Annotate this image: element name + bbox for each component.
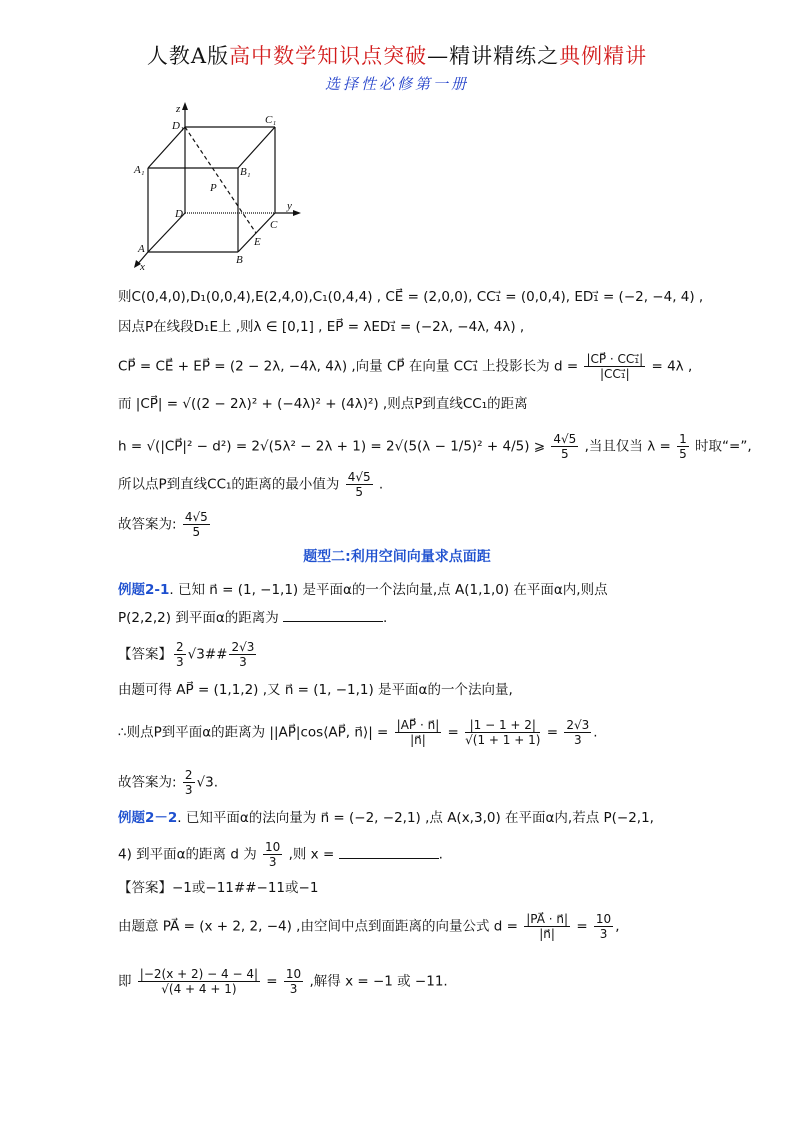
example22-distance-den: 3 bbox=[268, 855, 277, 869]
example21-text2-end: . bbox=[383, 610, 388, 626]
example21-sol2-end: . bbox=[593, 724, 598, 741]
solution1-line5d: 时取“=”, bbox=[695, 438, 752, 455]
example21-text2: P(2,2,2) 到平面α的距离为 bbox=[118, 610, 279, 626]
example21-answer-a-tail: √3## bbox=[187, 646, 228, 663]
example22-line2 bbox=[118, 840, 443, 869]
label-E: E bbox=[254, 236, 261, 248]
solution1-line3b: = 4λ , bbox=[651, 358, 693, 375]
example22-distance-fraction bbox=[263, 840, 282, 869]
example21-final-fraction bbox=[183, 768, 195, 797]
example21-frac2-num: |1 − 1 + 2| bbox=[465, 718, 540, 733]
example22-eq-value-num: 10 bbox=[285, 967, 302, 981]
example22-sol1-end: , bbox=[615, 918, 620, 935]
example22-eq-den: √(4 + 4 + 1) bbox=[161, 982, 237, 996]
example21-answer-frac-a bbox=[174, 640, 186, 669]
label-D: D bbox=[175, 208, 183, 220]
label-A1: A₁ bbox=[134, 164, 145, 176]
example21-frac3-den: 3 bbox=[573, 733, 582, 747]
solution1-line5a: h = √(|CP⃗|² − d²) = 2√(5λ² − 2λ + 1) = 2√(5(λ − 1/5)² + 4/5) ⩾ bbox=[118, 438, 546, 455]
example21-sol2a: ∴则点P到平面α的距离为 ||AP⃗|cos⟨AP⃗, n⃗⟩| = bbox=[118, 724, 389, 741]
lambda-denominator: 5 bbox=[679, 447, 687, 461]
lambda-fraction bbox=[677, 432, 689, 461]
solution1-answer-fraction bbox=[183, 510, 210, 539]
label-y: y bbox=[287, 200, 292, 212]
result-fraction bbox=[346, 470, 373, 499]
min-denominator: 5 bbox=[561, 447, 569, 461]
header-title-part2: 高中数学知识点突破 bbox=[229, 44, 428, 68]
result-denominator: 5 bbox=[355, 485, 363, 499]
solution1-line2: 因点P在线段D₁E上 ,则λ ∈ [0,1] , EP⃗ = λED₁⃗ = (−2λ, −4λ, 4λ) , bbox=[118, 319, 525, 335]
example21-frac3-num: 2√3 bbox=[566, 718, 590, 732]
example21-answer-a-den: 3 bbox=[176, 655, 184, 669]
solution1-line5 bbox=[118, 432, 752, 461]
example22-sol1 bbox=[118, 912, 620, 941]
example22-value-fraction bbox=[594, 912, 613, 941]
example21-answer-b-num: 2√3 bbox=[231, 640, 255, 654]
projection-numerator: |CP⃗ · CC₁⃗| bbox=[586, 352, 644, 366]
solution1-line4: 而 |CP⃗| = √((2 − 2λ)² + (−4λ)² + (4λ)²) ,则点P到直线CC₁的距离 bbox=[118, 396, 528, 412]
example21-frac2 bbox=[465, 718, 540, 747]
label-x: x bbox=[140, 261, 145, 273]
example21-frac1-den: |n⃗| bbox=[410, 733, 426, 747]
header-title-part1: 人教A版 bbox=[146, 44, 230, 68]
result-numerator: 4√5 bbox=[347, 470, 371, 484]
example21-frac3 bbox=[564, 718, 591, 747]
cube-figure bbox=[120, 100, 310, 280]
example21-answer-frac-b bbox=[229, 640, 256, 669]
example22-text1: . 已知平面α的法向量为 n⃗ = (−2, −2,1) ,点 A(x,3,0) 在平面α内,若点 P(−2,1, bbox=[177, 810, 654, 826]
projection-fraction bbox=[584, 352, 645, 381]
solution1-line6b: . bbox=[378, 476, 384, 493]
solution1-line6a: 所以点P到直线CC₁的距离的最小值为 bbox=[118, 476, 340, 493]
example21-sol1: 由题可得 AP⃗ = (1,1,2) ,又 n⃗ = (1, −1,1) 是平面α的一个法向量, bbox=[118, 682, 513, 698]
example22-eq-num: |−2(x + 2) − 4 − 4| bbox=[139, 967, 258, 981]
page-header bbox=[0, 40, 794, 70]
z-axis-arrow bbox=[182, 102, 188, 110]
min-numerator: 4√5 bbox=[553, 432, 577, 446]
example21-answer bbox=[118, 640, 258, 669]
lambda-numerator: 1 bbox=[679, 432, 687, 446]
solution1-answer bbox=[118, 510, 212, 539]
example22-distance-num: 10 bbox=[265, 840, 281, 854]
section-title: 题型二:利用空间向量求点面距 bbox=[303, 549, 491, 565]
min-fraction bbox=[551, 432, 578, 461]
header-title-part4: 典例精讲 bbox=[559, 44, 648, 68]
segment-D1-E bbox=[185, 127, 256, 233]
example21-eq1: = bbox=[447, 724, 459, 741]
example22-answer: 【答案】−1或−11##−11或−1 bbox=[118, 880, 319, 896]
example21-eq2: = bbox=[546, 724, 559, 741]
example21-frac1-num: |AP⃗ · n⃗| bbox=[396, 718, 440, 732]
example21-line2 bbox=[118, 608, 387, 628]
label-P: P bbox=[210, 182, 217, 194]
example21-frac2-den: √(1 + 1 + 1) bbox=[465, 733, 541, 747]
example22-text2-end: . bbox=[438, 846, 443, 863]
example21-final-tail: √3. bbox=[196, 774, 218, 791]
example22-value-den: 3 bbox=[599, 927, 608, 941]
edge-A1-D1 bbox=[148, 127, 185, 168]
example21-label: 例题2-1 bbox=[118, 582, 170, 598]
example22-eq-fraction bbox=[138, 967, 260, 996]
example22-sol2 bbox=[118, 967, 448, 996]
example21-answer-b-den: 3 bbox=[239, 655, 247, 669]
y-axis-arrow bbox=[293, 210, 301, 216]
solution1-answer-numerator: 4√5 bbox=[184, 510, 208, 524]
example21-answer-a-num: 2 bbox=[176, 640, 184, 654]
label-D1: D₁ bbox=[172, 120, 184, 132]
edge-B1-C1 bbox=[238, 127, 275, 168]
label-A: A bbox=[138, 243, 145, 255]
solution1-line3 bbox=[118, 352, 692, 381]
example21-final-label: 故答案为: bbox=[118, 774, 177, 791]
label-B: B bbox=[236, 254, 243, 266]
example21-final-den: 3 bbox=[184, 783, 193, 797]
solution1-answer-denominator: 5 bbox=[192, 525, 201, 539]
example22-text2a: 4) 到平面α的距离 d 为 bbox=[118, 846, 257, 863]
example22-sol2a: 即 bbox=[118, 973, 132, 990]
example21-text1: . 已知 n⃗ = (1, −1,1) 是平面α的一个法向量,点 A(1,1,0) 在平面α内,则点 bbox=[169, 582, 608, 598]
example21-final bbox=[118, 768, 218, 797]
solution1-line3a: CP⃗ = CE⃗ + EP⃗ = (2 − 2λ, −4λ, 4λ) ,向量 CP⃗ 在向量 CC₁⃗ 上投影长为 d = bbox=[118, 358, 579, 375]
label-C: C bbox=[270, 219, 278, 231]
example22-sol1-eq: = bbox=[576, 918, 588, 935]
example22-sol1a: 由题意 PA⃗ = (x + 2, 2, −4) ,由空间中点到面距离的向量公式 d = bbox=[118, 918, 518, 935]
example21-line1 bbox=[118, 580, 608, 600]
example22-label: 例题2－2 bbox=[118, 810, 178, 826]
example22-eq-value-fraction bbox=[284, 967, 303, 996]
example22-text2b: ,则 x = bbox=[288, 846, 335, 863]
example21-frac1 bbox=[395, 718, 442, 747]
label-z: z bbox=[176, 103, 181, 115]
solution1-answer-label: 故答案为: bbox=[118, 516, 177, 533]
example22-formula-den: |n⃗| bbox=[539, 927, 555, 941]
example21-final-num: 2 bbox=[184, 768, 193, 782]
example21-blank bbox=[283, 609, 383, 622]
example22-formula-fraction bbox=[524, 912, 570, 941]
label-B1: B₁ bbox=[240, 166, 251, 178]
solution1-line1: 则C(0,4,0),D₁(0,0,4),E(2,4,0),C₁(0,4,4) , CE⃗ = (2,0,0), CC₁⃗ = (0,0,4), ED₁⃗ = (−2, −4, 4) , bbox=[118, 289, 704, 305]
header-subtitle: 选择性必修第一册 bbox=[324, 75, 469, 93]
solution1-line6 bbox=[118, 470, 383, 499]
example21-sol2 bbox=[118, 718, 598, 747]
header-title-part3: —精讲精练之 bbox=[427, 44, 560, 68]
solution1-line5b: ,当且仅当 λ = bbox=[584, 438, 671, 455]
example22-sol2-eq: = bbox=[266, 973, 278, 990]
example22-eq-value-den: 3 bbox=[289, 982, 298, 996]
projection-denominator: |CC₁⃗| bbox=[599, 367, 630, 381]
example22-blank bbox=[339, 846, 439, 859]
example22-sol2b: ,解得 x = −1 或 −11. bbox=[309, 973, 448, 990]
example22-formula-num: |PA⃗ · n⃗| bbox=[526, 912, 569, 926]
example21-answer-label: 【答案】 bbox=[118, 646, 172, 663]
example22-line1 bbox=[118, 808, 654, 828]
label-C1: C₁ bbox=[265, 114, 277, 126]
example22-value-num: 10 bbox=[595, 912, 612, 926]
